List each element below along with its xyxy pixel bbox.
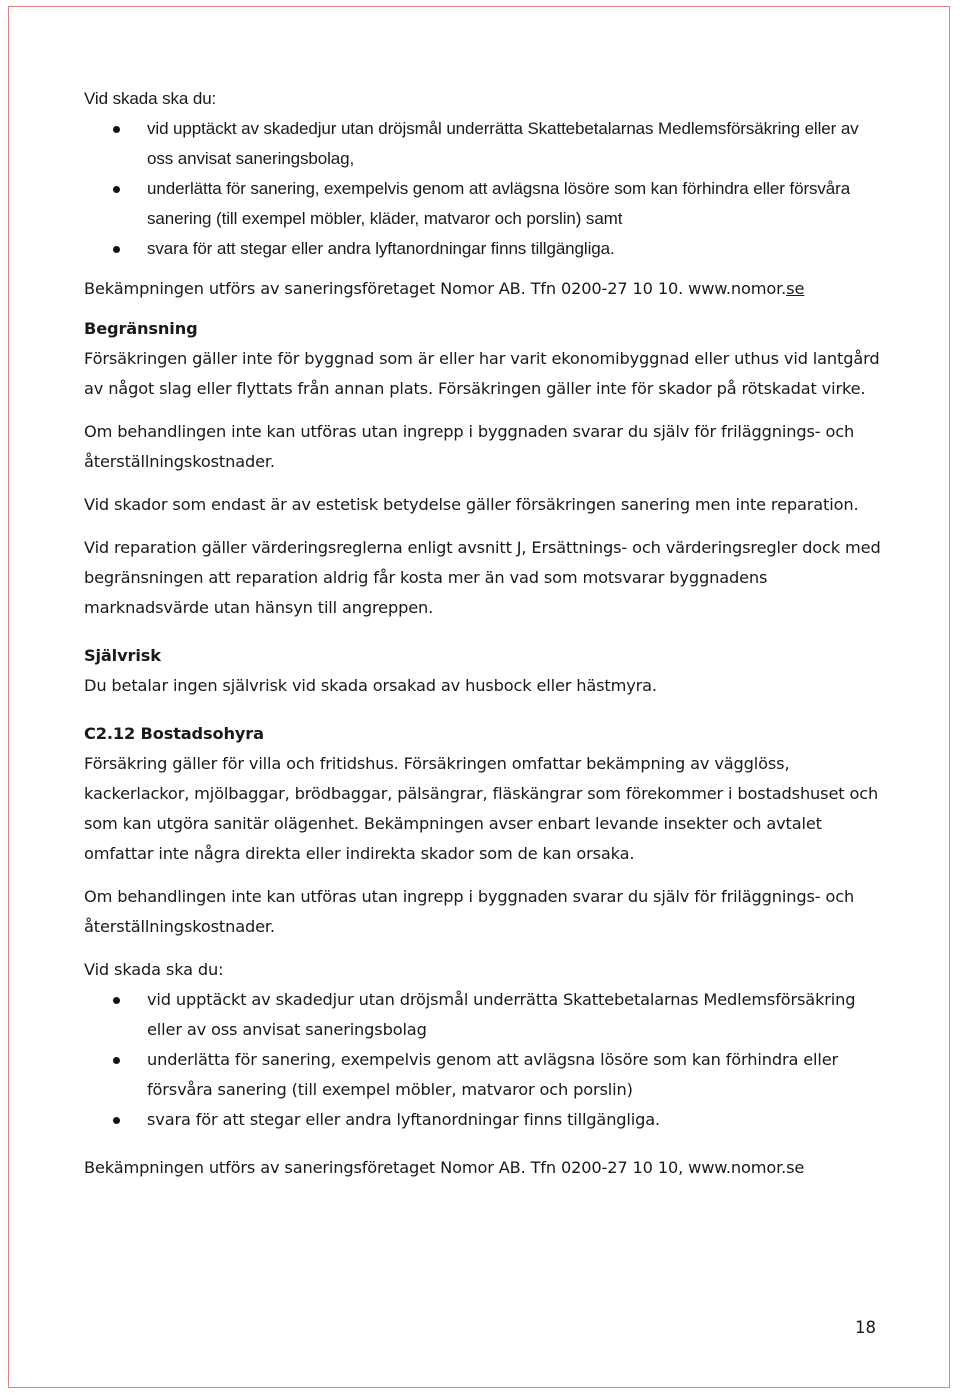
list-item: svara för att stegar eller andra lyftanordningar finns tillgängliga. bbox=[147, 1105, 884, 1135]
bullet-icon bbox=[113, 1057, 120, 1064]
list-item: vid upptäckt av skadedjur utan dröjsmål underrätta Skattebetalarnas Medlemsförsäkring eller av oss anvisat saneringsbolag, bbox=[147, 114, 884, 174]
bullet-icon bbox=[113, 1117, 120, 1124]
c212-contact: Bekämpningen utförs av saneringsföretaget Nomor AB. Tfn 0200-27 10 10, www.nomor.se bbox=[84, 1158, 805, 1177]
c212-intro: Vid skada ska du: bbox=[84, 960, 224, 979]
sjalvrisk-text: Du betalar ingen självrisk vid skada orsakad av husbock eller hästmyra. bbox=[84, 676, 657, 695]
list-item: underlätta för sanering, exempelvis genom att avlägsna lösöre som kan förhindra eller försvåra sanering (till exempel möbler, kläder, matvaror och porslin) samt bbox=[147, 174, 884, 234]
bullet-icon bbox=[113, 186, 120, 193]
list-item: svara för att stegar eller andra lyftanordningar finns tillgängliga. bbox=[147, 234, 884, 264]
nomor-link[interactable]: www.nomor.se bbox=[688, 279, 805, 298]
c212-heading: C2.12 Bostadsohyra bbox=[84, 724, 264, 743]
list-item: vid upptäckt av skadedjur utan dröjsmål underrätta Skattebetalarnas Medlemsförsäkring eller av oss anvisat saneringsbolag bbox=[147, 985, 884, 1045]
section1-intro: Vid skada ska du: bbox=[84, 89, 217, 108]
bullet-icon bbox=[113, 246, 120, 253]
begransning-paragraph: Vid skador som endast är av estetisk betydelse gäller försäkringen sanering men inte reparation. bbox=[84, 495, 859, 514]
c212-paragraph: Försäkring gäller för villa och fritidshus. Försäkringen omfattar bekämpning av vägglöss, kackerlackor, mjölbaggar, brödbaggar, pälsängrar, fläskängrar som förekommer i bostadshuset och som kan utgöra sanitär olägenhet. Bekämpningen avser enbart levande insekter och avtalet omfattar inte några direkta eller indirekta skador som de kan orsaka. bbox=[84, 754, 879, 863]
c212-bullet-list bbox=[84, 985, 884, 1135]
begransning-heading: Begränsning bbox=[84, 319, 198, 338]
document-body bbox=[84, 84, 884, 1183]
bullet-icon bbox=[113, 997, 120, 1004]
c212-paragraph: Om behandlingen inte kan utföras utan ingrepp i byggnaden svarar du själv för friläggnings- och återställningskostnader. bbox=[84, 887, 855, 936]
begransning-paragraph: Vid reparation gäller värderingsreglerna enligt avsnitt J, Ersättnings- och värderingsregler dock med begränsningen att reparation aldrig får kosta mer än vad som motsvarar byggnadens marknadsvärde utan hänsyn till angreppen. bbox=[84, 538, 881, 617]
section1-contact: Bekämpningen utförs av saneringsföretaget Nomor AB. Tfn 0200-27 10 10. www.nomor.se bbox=[84, 279, 805, 298]
bullet-icon bbox=[113, 126, 120, 133]
list-item: underlätta för sanering, exempelvis genom att avlägsna lösöre som kan förhindra eller försvåra sanering (till exempel möbler, matvaror och porslin) bbox=[147, 1045, 884, 1105]
page-number: 18 bbox=[855, 1318, 876, 1337]
sjalvrisk-heading: Självrisk bbox=[84, 646, 161, 665]
begransning-paragraph: Försäkringen gäller inte för byggnad som är eller har varit ekonomibyggnad eller uthus vid lantgård av något slag eller flyttats från annan plats. Försäkringen gäller inte för skador på rötskadat virke. bbox=[84, 349, 880, 398]
section1-bullet-list bbox=[84, 114, 884, 264]
begransning-paragraph: Om behandlingen inte kan utföras utan ingrepp i byggnaden svarar du själv för friläggnings- och återställningskostnader. bbox=[84, 422, 855, 471]
